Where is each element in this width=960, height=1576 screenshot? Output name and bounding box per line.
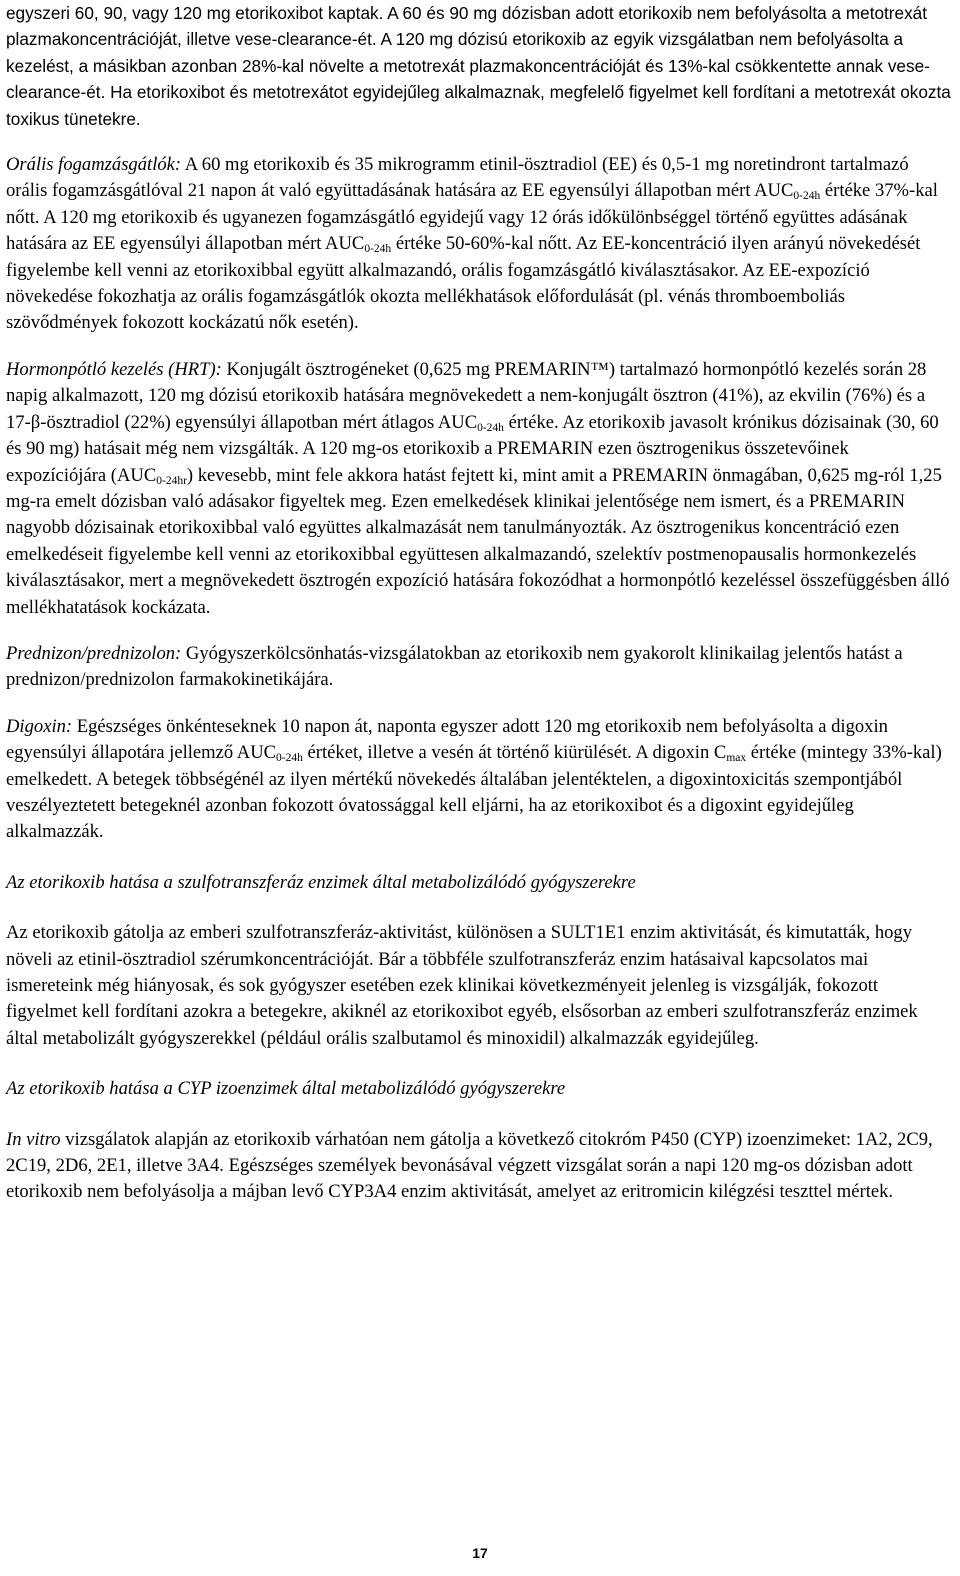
hrt-text-3: ) kevesebb, mint fele akkora hatást fejtett ki, mint amit a PREMARIN önmagában, 0,625 mg-ról 1,25 mg-ra emelt dózisban való adásakor figyeltek meg. Ezen emelkedések klinikai jelentősége nem ismert, és a PREMARIN nagyobb dózisainak etorikoxibbal való együttes alkalmazását nem tanulmányozták. Az ösztrogenikus koncentráció ezen emelkedéseit figyelembe kell venni az etorikoxibbal együttesen alkalmazandó, szelektív postmenopausalis hormonkezelés kiválasztásakor, mert a megnövekedett ösztrogén expozíció hatására fokozódhat a hormonpótló kezeléssel összefüggésben álló mellékhatatások kockázata. xyxy=(6,464,950,618)
oral-contraceptives-label: Orális fogamzásgátlók: xyxy=(6,154,182,176)
oral-contraceptives-text-2: értéke 37%-kal nőtt. A 120 mg etorikoxib és ugyanezen fogamzásgátló egyidejű vagy 12 órás időkülönbséggel történő együttes adásának hatására az EE egyensúlyi állapotban mért AUC xyxy=(6,180,938,255)
sulfotransferase-heading: Az etorikoxib hatása a szulfotranszferáz enzimek által metabolizálódó gyógyszerekre xyxy=(6,871,636,893)
auc-subscript: 0-24h xyxy=(364,243,392,256)
digoxin-label: Digoxin: xyxy=(6,715,73,737)
cyp-heading: Az etorikoxib hatása a CYP izoenzimek által metabolizálódó gyógyszerekre xyxy=(6,1078,566,1100)
hrt-label: Hormonpótló kezelés (HRT): xyxy=(6,358,222,380)
methotrexate-paragraph: egyszeri 60, 90, vagy 120 mg etorikoxibot kaptak. A 60 és 90 mg dózisban adott etorikoxib nem befolyásolta a metotrexát plazmakoncentrációját, illetve vese-clearance-ét. A 120 mg dózisú etorikoxib az egyik vizsgálatban nem befolyásolta a kezelést, a másikban azonban 28%-kal növelte a metotrexát plazmakoncentrációját és 13%-kal csökkentette annak vese-clearance-ét. Ha etorikoxibot és metotrexátot egyidejűleg alkalmaznak, megfelelő figyelmet kell fordítani a metotrexát okozta toxikus tünetekre. xyxy=(6,3,951,129)
oral-contraceptives-text-1: A 60 mg etorikoxib és 35 mikrogramm etinil-ösztradiol (EE) és 0,5-1 mg noretindront tartalmazó orális fogamzásgátlóval 21 napon át való együttadásának hatására az EE egyensúlyi állapotban mért AUC xyxy=(6,154,909,202)
in-vitro-label: In vitro xyxy=(6,1128,61,1150)
sulfotransferase-paragraph: Az etorikoxib gátolja az emberi szulfotranszferáz-aktivitást, különösen a SULT1E1 enzim aktivitását, és kimutatták, hogy növeli az etinil-ösztradiol szérumkoncentrációját. Bár a többféle szulfotranszferáz enzim hatásaival kapcsolatos mai ismereteink még hiányosak, és sok gyógyszer esetében ezek klinikai következményeit jelenleg is vizsgálják, fokozott figyelmet kell fordítani azokra a betegekre, akiknél az etorikoxibot egyéb, elsősorban az emberi szulfotranszferáz enzimek által metabolizált gyógyszerekkel (például orális szalbutamol és minoxidil) alkalmazzák egyidejűleg. xyxy=(6,922,918,1049)
cyp-paragraph xyxy=(6,1127,951,1206)
digoxin-text-2: értéket, illetve a vesén át történő kiürülését. A digoxin C xyxy=(302,742,727,764)
oral-contraceptives-paragraph xyxy=(6,152,951,337)
document-page xyxy=(6,0,951,1206)
cyp-text: vizsgálatok alapján az etorikoxib várhatóan nem gátolja a következő citokróm P450 (CYP) izoenzimeket: 1A2, 2C9, 2C19, 2D6, 2E1, illetve 3A4. Egészséges személyek bevonásával végzett vizsgálat során a napi 120 mg-os dózisban adott etorikoxib nem befolyásolja a májban levő CYP3A4 enzim aktivitását, amelyet az eritromicin kilégzési teszttel mértek. xyxy=(6,1128,933,1203)
auc-subscript: 0-24h xyxy=(477,421,504,434)
hrt-text-2: értéke. Az etorikoxib javasolt krónikus dózisainak (30, 60 és 90 mg) hatásait még nem vizsgálták. A 120 mg-os etorikoxib a PREMARIN ezen ösztrogenikus összetevőinek expozíciójára (AUC xyxy=(6,411,939,486)
cmax-subscript: max xyxy=(726,752,747,765)
oral-contraceptives-text-3: értéke 50-60%-kal nőtt. Az EE-koncentráció ilyen arányú növekedését figyelembe kell venni az etorikoxibbal együtt alkalmazandó, orális fogamzásgátló kiválasztásakor. Az EE-expozíció növekedése fokozhatja az orális fogamzásgátlók okozta mellékhatások előfordulását (pl. vénás thromboemboliás szövődmények fokozott kockázatú nők esetén). xyxy=(6,233,921,334)
page-number: 17 xyxy=(472,1545,488,1561)
digoxin-text-3: értéke (mintegy 33%-kal) emelkedett. A betegek többségénél az ilyen mértékű növekedés általában jelentéktelen, a digoxintoxicitás szempontjából veszélyeztetett betegeknél azonban fokozott óvatossággal kell eljárni, ha az etorikoxibot és a digoxint egyidejűleg alkalmazzák. xyxy=(6,742,942,843)
digoxin-paragraph xyxy=(6,714,951,846)
prednisone-label: Prednizon/prednizolon: xyxy=(6,642,182,664)
auc-subscript: 0-24hr xyxy=(156,474,187,487)
digoxin-text-1: Egészséges önkénteseknek 10 napon át, naponta egyszer adott 120 mg etorikoxib nem befolyásolta a digoxin egyensúlyi állapotára jellemző AUC xyxy=(6,715,888,764)
auc-subscript: 0-24h xyxy=(276,752,303,765)
auc-subscript: 0-24h xyxy=(793,190,821,203)
hrt-text-1: Konjugált ösztrogéneket (0,625 mg PREMARIN™) tartalmazó hormonpótló kezelés során 28 napig alkalmazott, 120 mg dózisú etorikoxib hatására megnövekedett a nem-konjugált ösztron (41%), az ekvilin (76%) és a 17-β-ösztradiol (22%) egyensúlyi állapotban mért átlagos AUC xyxy=(6,358,927,433)
prednisone-text: Gyógyszerkölcsönhatás-vizsgálatokban az etorikoxib nem gyakorolt klinikailag jelentős hatást a prednizon/prednizolon farmakokinetikájára. xyxy=(6,642,903,691)
hrt-paragraph xyxy=(6,357,951,621)
prednisone-paragraph xyxy=(6,641,951,694)
